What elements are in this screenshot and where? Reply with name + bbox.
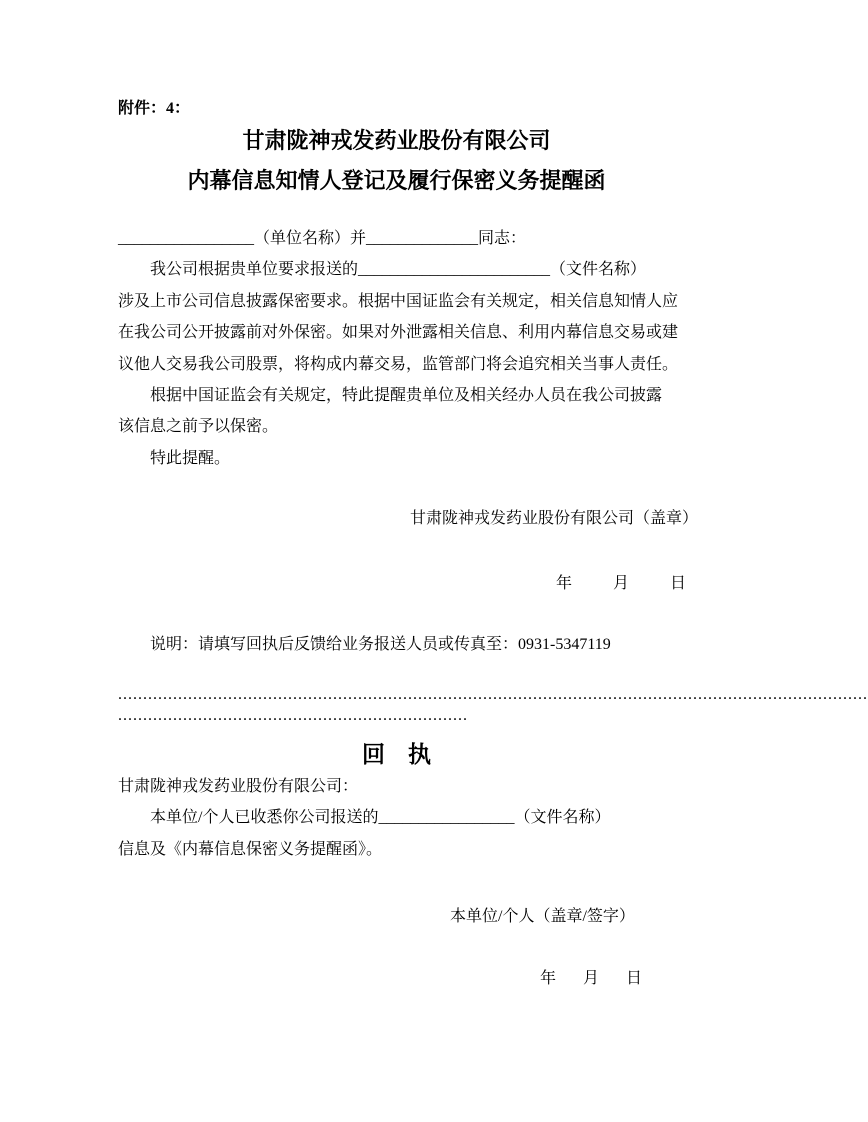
- letter-line-disclosure-1: 涉及上市公司信息披露保密要求。根据中国证监会有关规定，相关信息知情人应: [118, 292, 679, 310]
- document-subtitle: 内幕信息知情人登记及履行保密义务提醒函: [187, 168, 606, 193]
- receipt-addressee: 甘肃陇神戎发药业股份有限公司：: [118, 778, 359, 795]
- letter-date-day-label: 日: [670, 575, 687, 592]
- attachment-label: 附件：4：: [118, 100, 191, 117]
- letter-line-report: 我公司根据贵单位要求报送的________________________（文件名称）: [150, 261, 647, 279]
- document-title: 甘肃陇神戎发药业股份有限公司: [242, 128, 551, 153]
- letter-line-reminder-1: 根据中国证监会有关规定，特此提醒贵单位及相关经办人员在我公司披露: [150, 387, 663, 405]
- receipt-date-day-label: 日: [626, 970, 643, 987]
- note-line: 说明：请填写回执后反馈给业务报送人员或传真至：0931-5347119: [150, 636, 611, 653]
- letter-date-line: [556, 570, 686, 593]
- receipt-body: [118, 771, 680, 865]
- letter-line-closing: 特此提醒。: [150, 449, 231, 467]
- receipt-signature: 本单位/个人（盖章/签字）: [450, 908, 635, 925]
- receipt-date-line: [540, 965, 642, 988]
- salutation-line: _________________（单位名称）并______________同志：: [118, 230, 527, 247]
- receipt-line-info: 信息及《内幕信息保密义务提醒函》。: [118, 840, 383, 858]
- receipt-date-year-label: 年: [540, 970, 557, 987]
- letter-line-disclosure-2: 在我公司公开披露前对外保密。如果对外泄露相关信息、利用内幕信息交易或建: [118, 324, 679, 342]
- letter-line-reminder-2: 该信息之前予以保密。: [118, 418, 279, 436]
- dotted-divider-line-2: ......................................................................: [118, 707, 468, 724]
- receipt-heading: 回 执: [362, 742, 431, 767]
- letter-body: [118, 223, 680, 474]
- company-signature: 甘肃陇神戎发药业股份有限公司（盖章）: [409, 510, 698, 527]
- receipt-line-received: 本单位/个人已收悉你公司报送的_________________（文件名称）: [150, 809, 611, 827]
- dotted-divider-line-1: ......................................................................................................................................................: [118, 686, 868, 703]
- receipt-date-month-label: 月: [583, 970, 600, 987]
- letter-line-disclosure-3: 议他人交易我公司股票，将构成内幕交易，监管部门将会追究相关当事人责任。: [118, 355, 679, 373]
- letter-date-year-label: 年: [556, 575, 573, 592]
- letter-date-month-label: 月: [613, 575, 630, 592]
